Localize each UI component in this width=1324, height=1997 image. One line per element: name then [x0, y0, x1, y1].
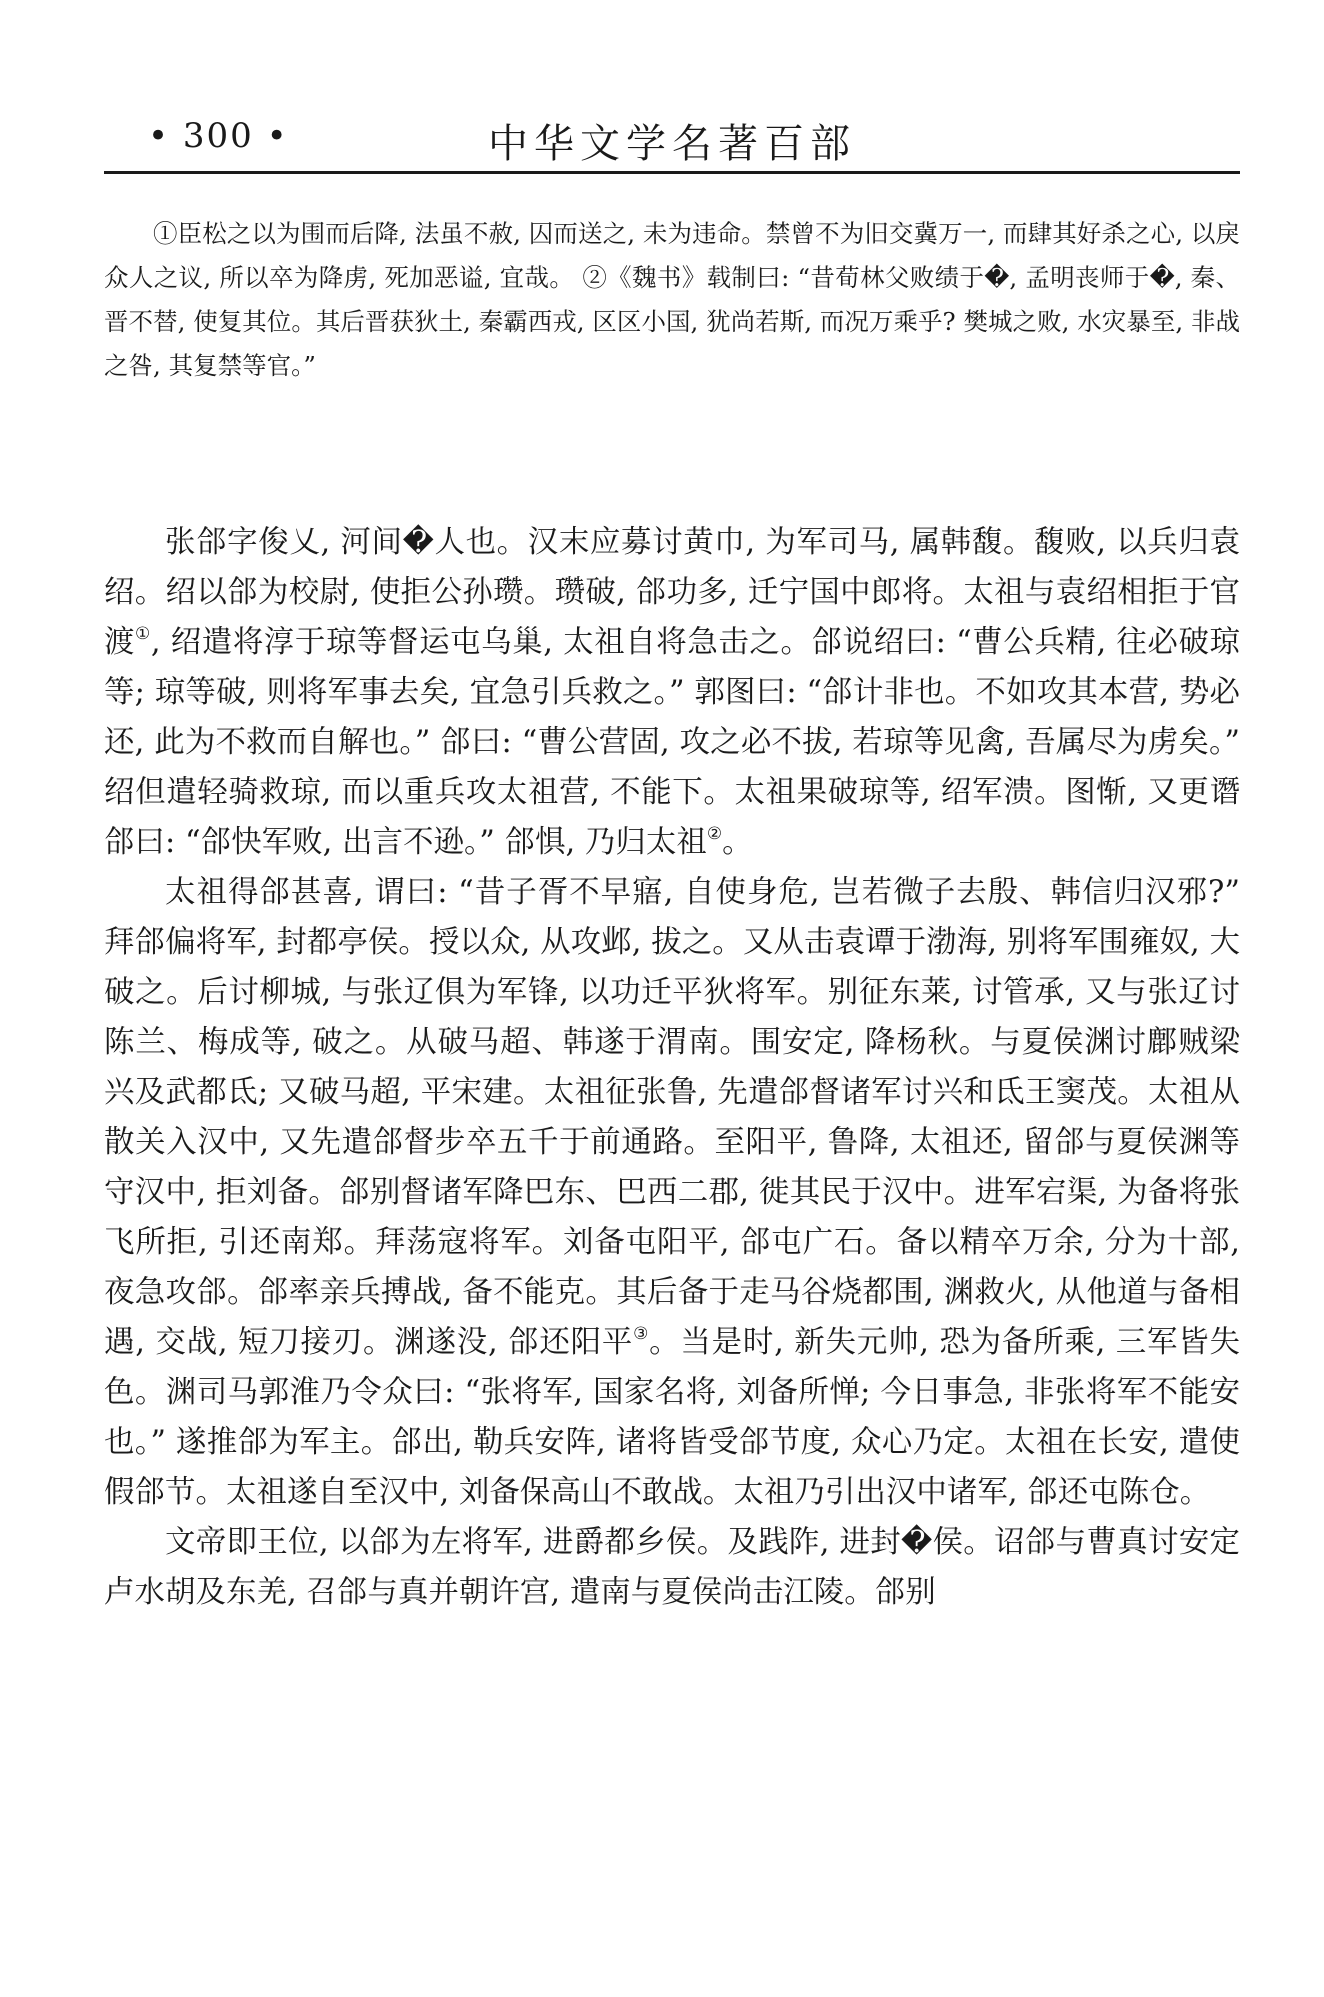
page-number: • 300 •	[148, 116, 289, 156]
paragraph	[104, 1518, 1240, 1618]
paragraph	[104, 518, 1240, 868]
header-rule	[104, 171, 1240, 174]
footnote-paragraph: ①臣松之以为围而后降, 法虽不赦, 囚而送之, 未为违命。禁曾不为旧交冀万一, 而肆其好杀之心, 以戾众人之议, 所以卒为降虏, 死加恶谥, 宜哉。 ②《魏书》载制曰: “昔荀林父败绩于�, 孟明丧师于�, 秦、晋不替, 使复其位。其后晋获狄土, 秦霸西戎, 区区小国, 犹尚若斯, 而况万乘乎? 樊城之败, 水灾暴至, 非战之咎, 其复禁等官。”	[104, 219, 1240, 380]
footnote-marker: ③	[633, 1324, 650, 1344]
text-run: 太祖得郃甚喜, 谓曰: “昔子胥不早寤, 自使身危, 岂若微子去殷、韩信归汉邪?” 拜郃偏将军, 封都亭侯。授以众, 从攻邺, 拔之。又从击袁谭于渤海, 别将军围雍奴, 大破之。后讨柳城, 与张辽俱为军锋, 以功迁平狄将军。别征东莱, 讨管承, 又与张辽讨陈兰、梅成等, 破之。从破马超、韩遂于渭南。围安定, 降杨秋。与夏侯渊讨鄜贼梁兴及武都氐; 又破马超, 平宋建。太祖征张鲁, 先遣郃督诸军讨兴和氐王窦茂。太祖从散关入汉中, 又先遣郃督步卒五千于前通路。至阳平, 鲁降, 太祖还, 留郃与夏侯渊等守汉中, 拒刘备。郃别督诸军降巴东、巴西二郡, 徙其民于汉中。进军宕渠, 为备将张飞所拒, 引还南郑。拜荡寇将军。刘备屯阳平, 郃屯广石。备以精卒万余, 分为十部, 夜急攻郃。郃率亲兵搏战, 备不能克。其后备于走马谷烧都围, 渊救火, 从他道与备相遇, 交战, 短刀接刃。渊遂没, 郃还阳平	[104, 875, 1240, 1360]
text-run: 张郃字俊乂, 河间�人也。汉末应募讨黄巾, 为军司马, 属韩馥。馥败, 以兵归袁绍。绍以郃为校尉, 使拒公孙瓒。瓒破, 郃功多, 迁宁国中郎将。太祖与袁绍相拒于官渡	[104, 525, 1240, 660]
paragraph	[104, 868, 1240, 1518]
footnote-marker: ②	[706, 824, 723, 844]
page-header	[104, 108, 1240, 172]
footnotes-block	[104, 212, 1240, 388]
text-run: , 绍遣将淳于琼等督运屯乌巢, 太祖自将急击之。郃说绍曰: “曹公兵精, 往必破琼等; 琼等破, 则将军事去矣, 宜急引兵救之。” 郭图曰: “郃计非也。不如攻其本营, 势必还, 此为不救而自解也。” 郃曰: “曹公营固, 攻之必不拔, 若琼等见禽, 吾属尽为虏矣。” 绍但遣轻骑救琼, 而以重兵攻太祖营, 不能下。太祖果破琼等, 绍军溃。图惭, 又更谮郃曰: “郃快军败, 出言不逊。” 郃惧, 乃归太祖	[104, 625, 1240, 860]
main-text	[104, 518, 1240, 1618]
text-run: 文帝即王位, 以郃为左将军, 进爵都乡侯。及践阼, 进封�侯。诏郃与曹真讨安定卢水胡及东羌, 召郃与真并朝许宫, 遣南与夏侯尚击江陵。郃别	[104, 1525, 1240, 1610]
text-run: 。当是时, 新失元帅, 恐为备所乘, 三军皆失色。渊司马郭淮乃令众曰: “张将军, 国家名将, 刘备所惮; 今日事急, 非张将军不能安也。” 遂推郃为军主。郃出, 勒兵安阵, 诸将皆受郃节度, 众心乃定。太祖在长安, 遣使假郃节。太祖遂自至汉中, 刘备保高山不敢战。太祖乃引出汉中诸军, 郃还屯陈仓。	[104, 1325, 1240, 1510]
text-run: 。	[722, 825, 753, 860]
running-title: 中华文学名著百部	[488, 121, 856, 167]
footnote-marker: ①	[135, 624, 151, 644]
